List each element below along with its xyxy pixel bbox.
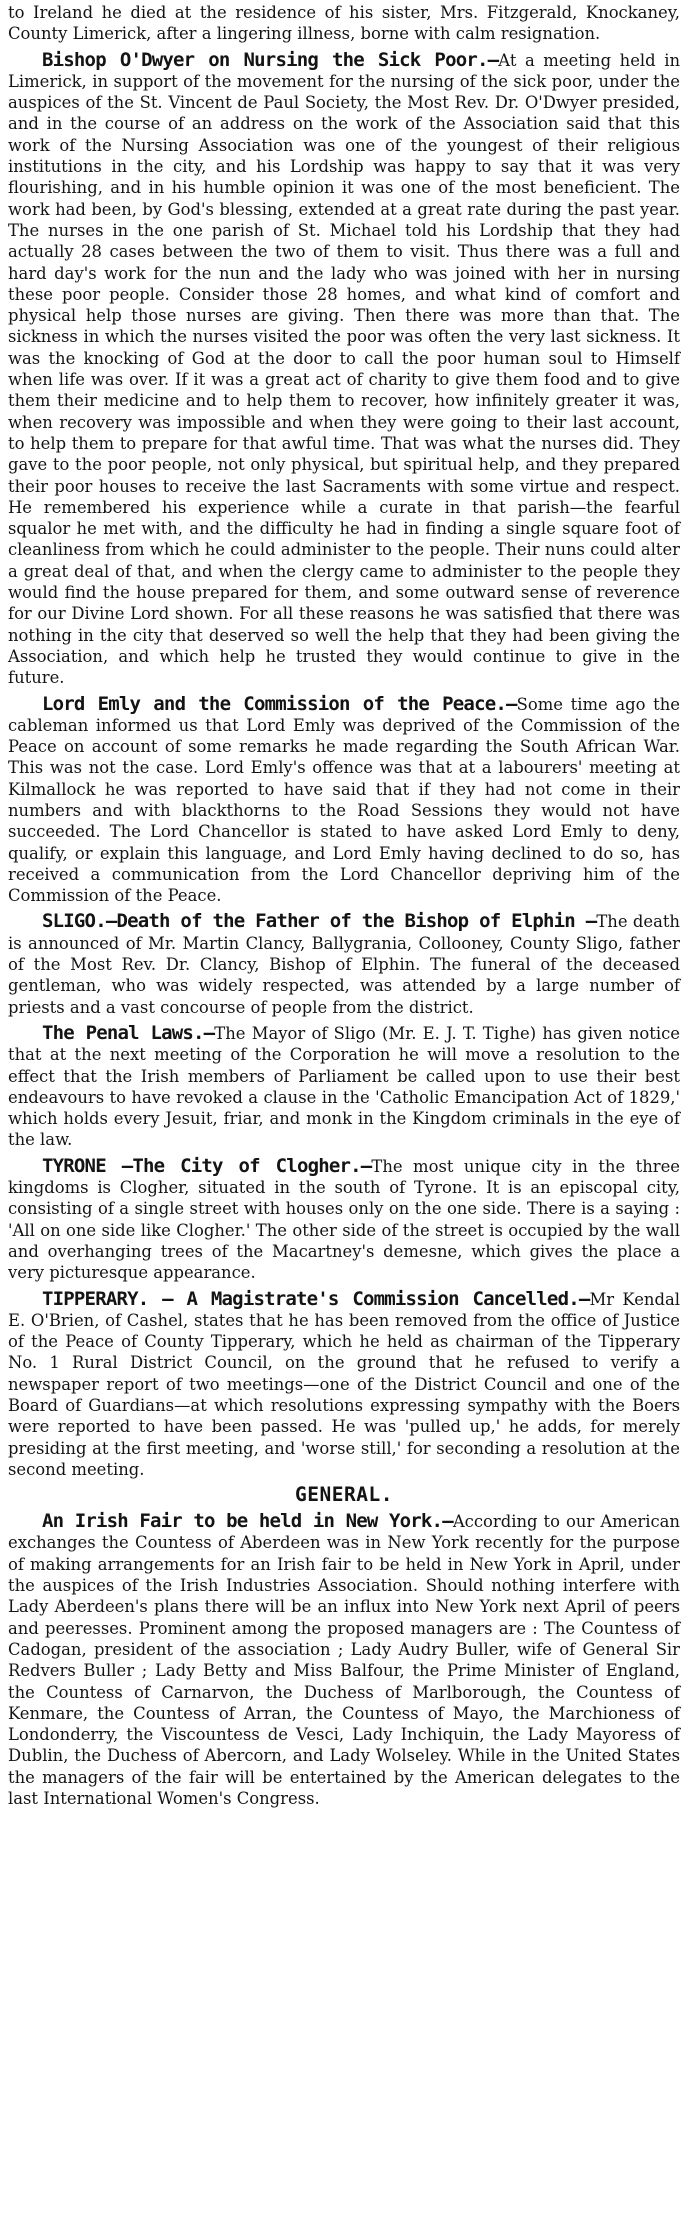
article-title: TIPPERARY. — A Magistrate's Commission Cancelled.—: [42, 1287, 590, 1310]
article-title: An Irish Fair to be held in New York.—: [42, 1510, 453, 1533]
article-title: The Penal Laws.—: [42, 1021, 215, 1044]
article-title: SLIGO.—Death of the Father of the Bishop of Elphin —: [42, 910, 597, 933]
article-irish-fair: [8, 1511, 680, 1809]
article-body: According to our American exchanges the Countess of Aberdeen was in New York recently for the purpose of making arrangements for an Irish fair to be held in New York in April, under the auspices of the Irish Industries Association. Should nothing interfere with Lady Aberdeen's plans there will be an influx into New York next April of peers and peeresses. Prominent among the proposed managers are : The Countess of Cadogan, president of the association ; Lady Audry Buller, wife of General Sir Redvers Buller ; Lady Betty and Miss Balfour, the Prime Minister of England, the Countess of Carnarvon, the Duchess of Marlborough, the Countess of Kenmare, the Countess of Arran, the Countess of Mayo, the Marchioness of Londonderry, the Viscountess de Vesci, Lady Inchiquin, the Lady Mayoress of Dublin, the Duchess of Abercorn, and Lady Wolseley. While in the United States the managers of the fair will be entertained by the American delegates to the last International Women's Congress.: [8, 1512, 680, 1809]
article-nursing-sick-poor: [8, 50, 680, 689]
article-sligo: [8, 911, 680, 1017]
article-body: The Mayor of Sligo (Mr. E. J. T. Tighe) has given notice that at the next meeting of the Corporation he will move a resolution to the effect that the Irish members of Parliament be called upon to use their best endeavours to have revoked a clause in the 'Catholic Emancipation Act of 1829,' which holds every Jesuit, friar, and monk in the Kingdom criminals in the eye of the law.: [8, 1023, 680, 1150]
article-body: Some time ago the cableman informed us that Lord Emly was deprived of the Commission of the Peace on account of some remarks he made regarding the South African War. This was not the case. Lord Emly's offence was that at a labourers' meeting at Kilmallock he was reported to have said that if they had not come in their numbers and with blackthorns to the Road Sessions they would not have succeeded. The Lord Chancellor is stated to have asked Lord Emly to deny, qualify, or explain this language, and Lord Emly having declined to do so, has received a communication from the Lord Chancellor depriving him of the Commission of the Peace.: [8, 694, 681, 906]
article-tyrone-clogher: [8, 1156, 680, 1284]
article-body: The death is announced of Mr. Martin Clancy, Ballygrania, Collooney, County Sligo, father of the Most Rev. Dr. Clancy, Bishop of Elphin. The funeral of the deceased gentleman, who was widely respected, was attended by a large number of priests and a vast concourse of people from the district.: [8, 912, 680, 1017]
article-body: The most unique city in the three kingdoms is Clogher, situated in the south of Tyrone. It is an episcopal city, consisting of a single street with houses only on the one side. There is a saying : 'All on one side like Clogher.' The other side of the street is occupied by the wall and overhanging trees of the Macartney's demesne, which gives the place a very picturesque appearance.: [8, 1156, 681, 1283]
article-penal-laws: [8, 1023, 680, 1151]
article-title: TYRONE —The City of Clogher.—: [42, 1154, 372, 1177]
article-title: Lord Emly and the Commission of the Peace.—: [42, 692, 517, 715]
article-title: Bishop O'Dwyer on Nursing the Sick Poor.—: [42, 48, 499, 71]
article-body: Mr Kendal E. O'Brien, of Cashel, states that he has been removed from the office of Justice of the Peace of County Tipperary, which he held as chairman of the Tipperary No. 1 Rural District Council, on the ground that he refused to verify a newspaper report of two meetings—one of the District Council and one of the Board of Guardians—at which resolutions expressing sympathy with the Boers were reported to have been passed. He was 'pulled up,' he adds, for merely presiding at the first meeting, and 'worse still,' for seconding a resolution at the second meeting.: [8, 1289, 680, 1479]
article-body: At a meeting held in Limerick, in support of the movement for the nursing of the sick poor, under the auspices of the St. Vincent de Paul Society, the Most Rev. Dr. O'Dwyer presided, and in the course of an address on the work of the Association said that this work of the Nursing Association was one of the youngest of their religious institutions in the city, and his Lordship was happy to say that it was very flourishing, and in his humble opinion it was one of the most beneficient. The work had been, by God's blessing, extended at a great rate during the past year. The nurses in the one parish of St. Michael told his Lordship that they had actually 28 cases between the two of them to visit. Thus there was a full and hard day's work for the nun and the lady who was joined with her in nursing these poor people. Consider those 28 homes, and what kind of comfort and physical help those nurses are giving. Then there was more than that. The sickness in which the nurses visited the poor was often the very last sickness. It was the knocking of God at the door to call the poor human soul to Himself when life was over. If it was a great act of charity to give them food and to give them their medicine and to help them to recover, how infinitely greater it was, when recovery was impossible and when they were going to their last account, to help them to prepare for that awful time. That was what the nurses did. They gave to the poor people, not only physical, but spiritual help, and they prepared their poor houses to receive the last Sacraments with some virtue and respect. He remembered his experience while a curate in that parish—the fearful squalor he met with, and the difficulty he had in finding a single square foot of cleanliness from which he could administer to the people. Their nuns could alter a great deal of that, and when the clergy came to administer to the people they would find the house prepared for them, and some outward sense of reverence for our Divine Lord shown. For all these reasons he was satisfied that there was nothing in the city that deserved so well the help that they had been giving the Association, and which help he trusted they would continue to give in the future.: [8, 50, 680, 688]
article-tipperary: [8, 1289, 680, 1481]
article-lord-emly: [8, 694, 680, 907]
article-body: to Ireland he died at the residence of his sister, Mrs. Fitzgerald, Knockaney, County Limerick, after a lingering illness, borne with calm resignation.: [8, 3, 680, 44]
article-continuation: [8, 2, 680, 45]
section-heading: GENERAL.: [295, 1483, 393, 1507]
